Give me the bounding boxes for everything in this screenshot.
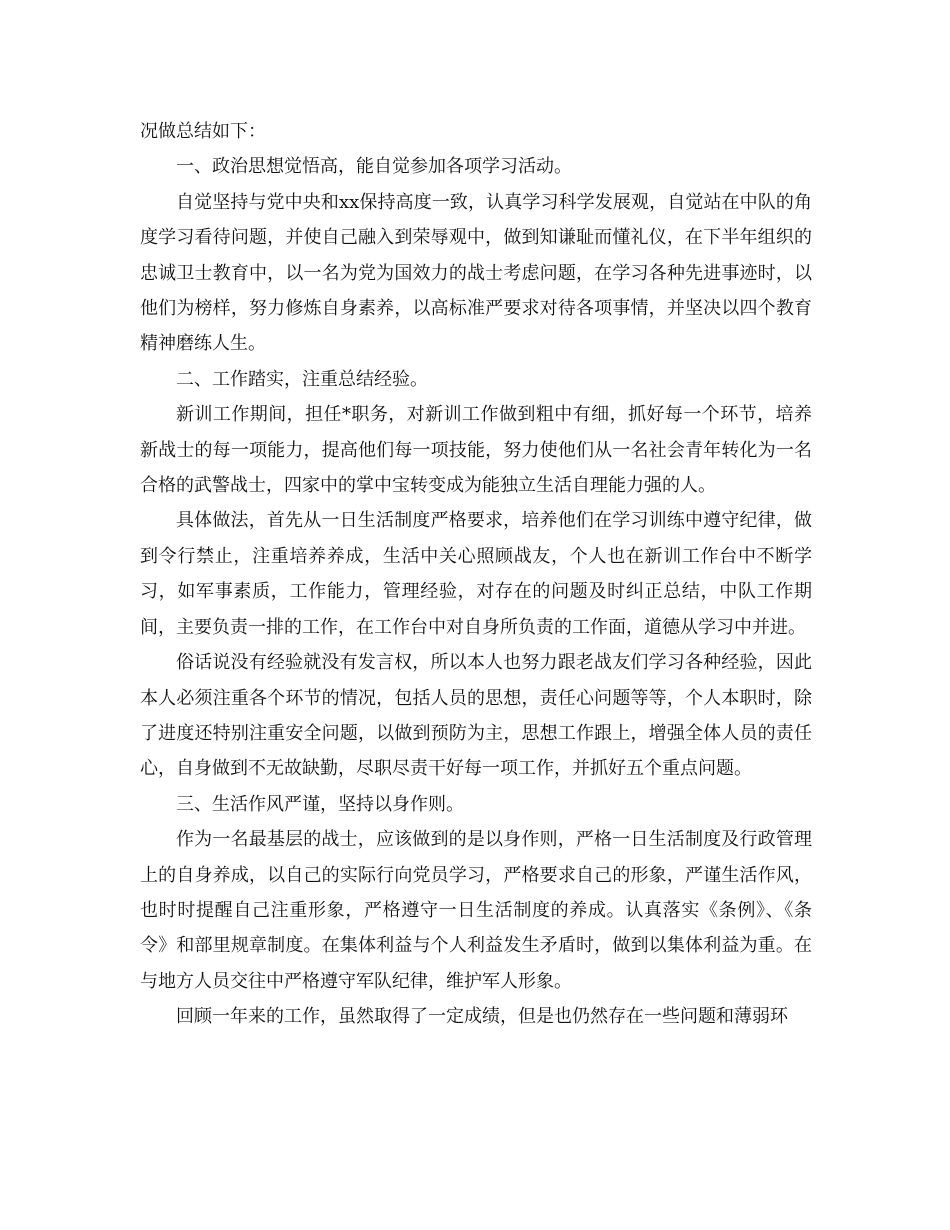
section-heading-work: 二、工作踏实，注重总结经验。	[176, 368, 428, 390]
paragraph-training: 新训工作期间，担任*职务，对新训工作做到粗中有细，抓好每一个环节，培养新战士的每一项能力，提高他们每一项技能，努力使他们从一名社会青年转化为一名合格的武警战士，四家中的掌中宝转变成为能独立生活自理能力强的人。	[140, 404, 812, 497]
section-heading-conduct: 三、生活作风严谨，坚持以身作则。	[176, 793, 464, 815]
paragraph-experience: 俗话说没有经验就没有发言权，所以本人也努力跟老战友们学习各种经验，因此本人必须注重各个环节的情况，包括人员的思想，责任心问题等等，个人本职时，除了进度还特别注重安全问题，以做到预防为主，思想工作跟上，增强全体人员的责任心，自身做到不无故缺勤，尽职尽责干好每一项工作，并抓好五个重点问题。	[140, 652, 812, 780]
paragraph-method: 具体做法，首先从一日生活制度严格要求，培养他们在学习训练中遵守纪律，做到令行禁止，注重培养养成，生活中关心照顾战友，个人也在新训工作台中不断学习，如军事素质，工作能力，管理经验，对存在的问题及时纠正总结，中队工作期间，主要负责一排的工作，在工作台中对自身所负责的工作面，道德从学习中并进。	[140, 510, 812, 638]
section-heading-political: 一、政治思想觉悟高，能自觉参加各项学习活动。	[176, 156, 572, 178]
paragraph-conduct: 作为一名最基层的战士，应该做到的是以身作则，严格一日生活制度及行政管理上的自身养成，以自己的实际行向党员学习，严格要求自己的形象，严谨生活作风，也时时提醒自己注重形象，严格遵守一日生活制度的养成。认真落实《条例》、《条令》和部里规章制度。在集体利益与个人利益发生矛盾时，做到以集体利益为重。在与地方人员交往中严格遵守军队纪律，维护军人形象。	[140, 829, 812, 992]
paragraph-review: 回顾一年来的工作，虽然取得了一定成绩，但是也仍然存在一些问题和薄弱环	[176, 1006, 788, 1028]
paragraph-political: 自觉坚持与党中央和xx保持高度一致，认真学习科学发展观，自觉站在中队的角度学习看待问题，并使自己融入到荣辱观中，做到知谦耻而懂礼仪，在下半年组织的忠诚卫士教育中，以一名为党为国效力的战士考虑问题，在学习各种先进事迹时，以他们为榜样，努力修炼自身素养，以高标准严要求对待各项事情，并坚决以四个教育精神磨练人生。	[140, 191, 812, 355]
paragraph-intro: 况做总结如下：	[140, 121, 266, 142]
document-body	[140, 114, 812, 1035]
